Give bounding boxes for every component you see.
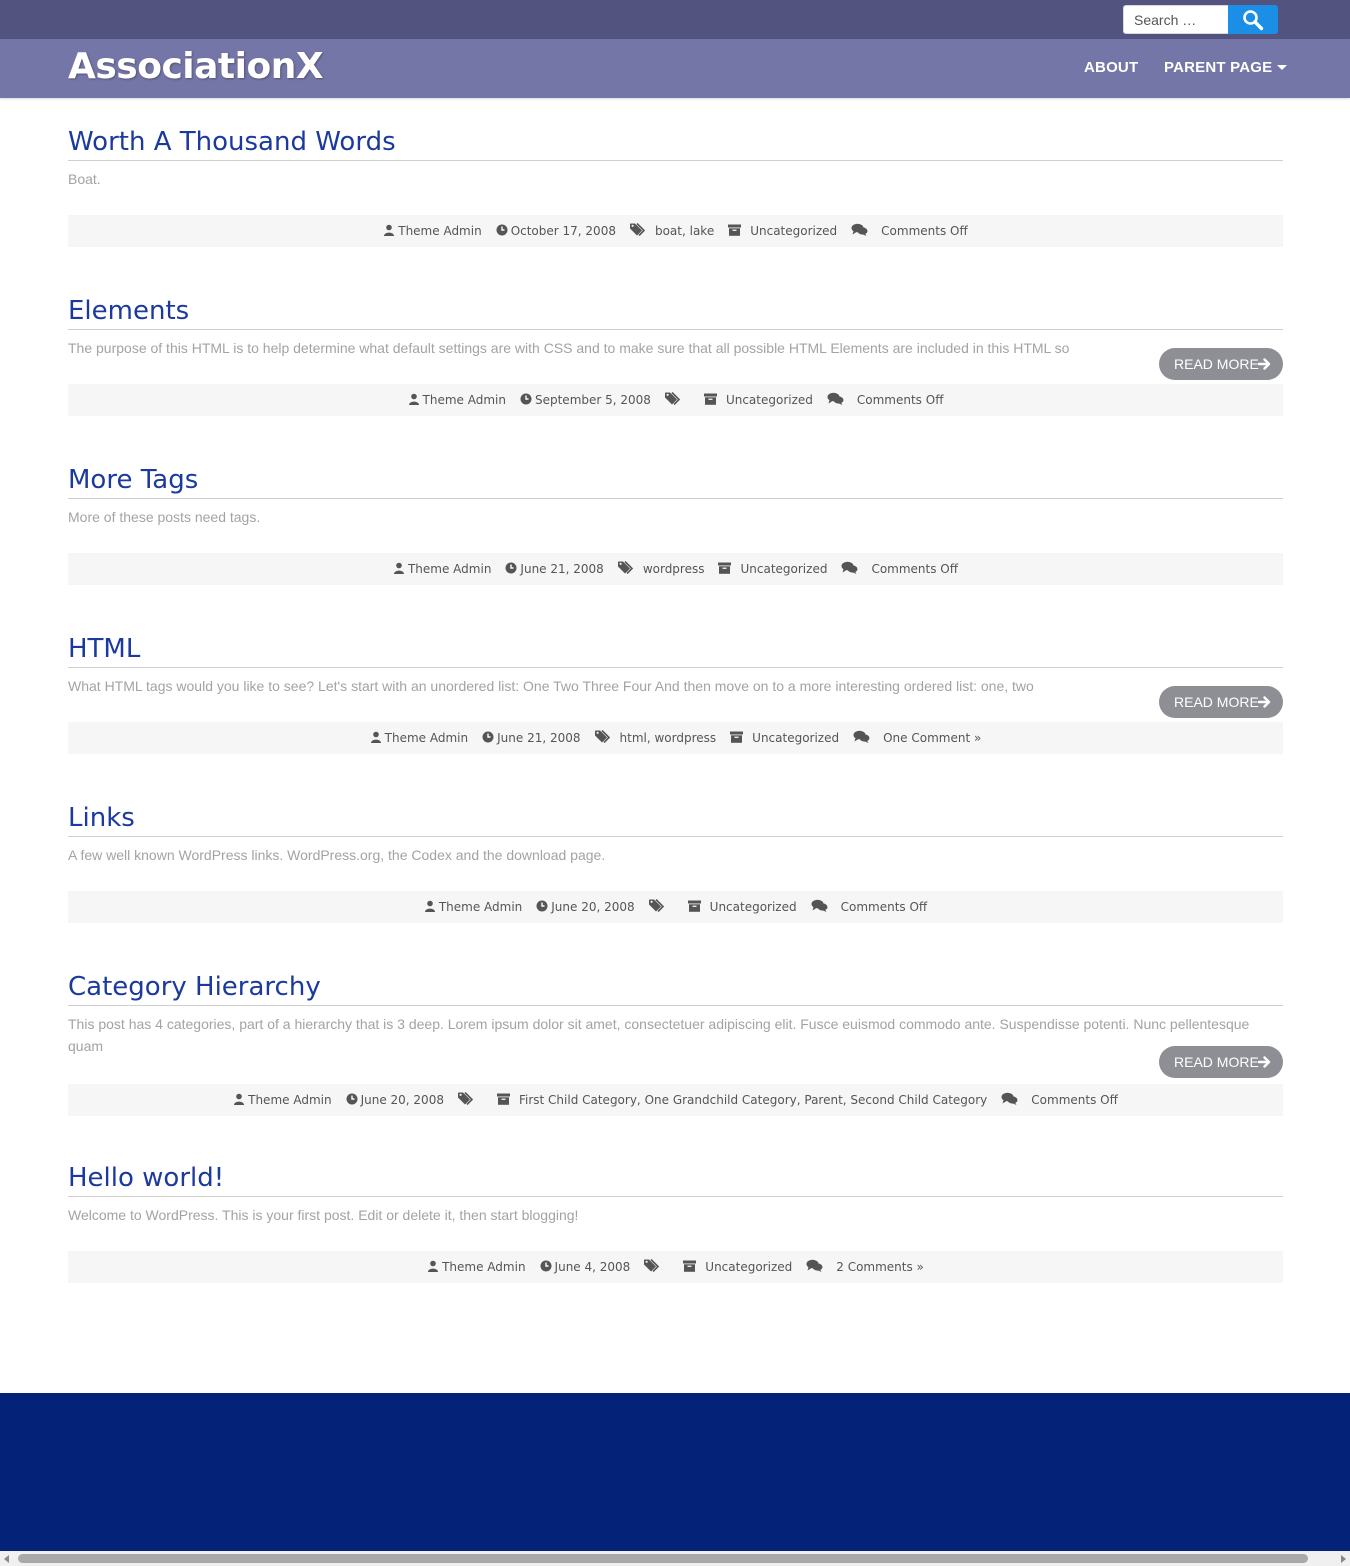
post-author-label: Theme Admin (384, 731, 469, 745)
post-date-label: June 21, 2008 (520, 562, 604, 576)
site-title[interactable]: AssociationX (68, 46, 324, 87)
tags-icon (630, 223, 650, 239)
scroll-left-icon[interactable] (4, 1555, 9, 1563)
post-comments[interactable]: Comments Off (881, 224, 968, 238)
post-entry (68, 1162, 1283, 1274)
post-meta (68, 384, 1283, 416)
post-author[interactable] (408, 393, 506, 408)
post-excerpt: This post has 4 categories, part of a hierarchy that is 3 deep. Lorem ipsum dolor sit amet, consectetuer adipiscing elit. Fusce euismod commodo ante. Suspendisse potenti. Nunc pellentesque quam (68, 1016, 1250, 1054)
clock-icon (536, 900, 551, 915)
post-category[interactable]: First Child Category, One Grandchild Category, Parent, Second Child Category (518, 1093, 988, 1107)
post-author[interactable] (233, 1093, 331, 1108)
comments-icon (851, 223, 871, 239)
read-more-button[interactable] (1159, 348, 1283, 380)
post-meta (68, 1251, 1283, 1283)
post-tags-group (644, 1259, 669, 1275)
post-excerpt: The purpose of this HTML is to help determine what default settings are with CSS and to make sure that all possible HTML Elements are included in this HTML so (68, 340, 1070, 356)
clock-icon (520, 393, 535, 408)
nav-parent-label: PARENT PAGE (1164, 59, 1273, 76)
site-footer (0, 1393, 1350, 1551)
post-excerpt: A few well known WordPress links. WordPress.org, the Codex and the download page. (68, 847, 606, 863)
user-icon (393, 562, 408, 577)
post-date[interactable] (520, 393, 651, 408)
post-author-label: Theme Admin (422, 393, 506, 407)
post-entry (68, 464, 1283, 576)
post-tags[interactable]: wordpress (642, 562, 705, 576)
post-title[interactable]: More Tags (68, 464, 1283, 499)
tags-icon (644, 1259, 664, 1275)
post-comments-group (811, 899, 928, 915)
post-excerpt: What HTML tags would you like to see? Let's start with an unordered list: One Two Three Four And then move on to a more interesting ordered list: one, two (68, 678, 1034, 694)
post-tags-group (649, 899, 674, 915)
tags-icon (649, 899, 669, 915)
post-comments-group (851, 223, 968, 239)
post-tags-group (458, 1092, 483, 1108)
post-author[interactable] (424, 900, 522, 915)
post-category-group (704, 393, 813, 408)
archive-icon (683, 1260, 699, 1275)
post-author[interactable] (393, 562, 491, 577)
read-more-label: READ MORE (1174, 356, 1259, 372)
nav-item-parent-page[interactable] (1164, 59, 1287, 76)
post-author[interactable] (427, 1260, 525, 1275)
comments-icon (827, 392, 847, 408)
post-excerpt: Boat. (68, 171, 101, 187)
post-tags-group (618, 561, 705, 577)
post-meta (68, 215, 1283, 247)
post-category-group (728, 224, 837, 239)
post-author-label: Theme Admin (248, 1093, 332, 1107)
post-category[interactable]: Uncategorized (750, 224, 838, 238)
tags-icon (618, 561, 638, 577)
caret-down-icon (1277, 65, 1287, 70)
post-title[interactable]: HTML (68, 633, 1283, 668)
search-button[interactable] (1228, 5, 1278, 34)
post-author-label: Theme Admin (407, 562, 492, 576)
post-comments-group (841, 561, 958, 577)
post-author[interactable] (383, 224, 481, 239)
post-date[interactable] (505, 562, 603, 577)
nav-item-about[interactable] (1084, 59, 1138, 76)
clock-icon (496, 224, 511, 239)
user-icon (427, 1260, 442, 1275)
post-category[interactable]: Uncategorized (725, 393, 813, 407)
read-more-button[interactable] (1159, 686, 1283, 718)
post-date-label: June 21, 2008 (497, 731, 581, 745)
post-entry (68, 802, 1283, 914)
user-icon (408, 393, 423, 408)
post-date-label: October 17, 2008 (510, 224, 616, 238)
post-meta (68, 722, 1283, 754)
archive-icon (688, 900, 704, 915)
post-entry (68, 126, 1283, 238)
read-more-label: READ MORE (1174, 694, 1259, 710)
post-meta (68, 553, 1283, 585)
tags-icon (458, 1092, 478, 1108)
post-tags-group (595, 730, 717, 746)
post-date[interactable] (346, 1093, 444, 1108)
post-tags-group (665, 392, 690, 408)
user-icon (383, 224, 398, 239)
top-bar (0, 0, 1350, 39)
post-category-group (683, 1260, 792, 1275)
clock-icon (505, 562, 520, 577)
horizontal-scrollbar[interactable] (0, 1551, 1350, 1566)
post-comments-group (853, 730, 981, 746)
post-date[interactable] (482, 731, 580, 746)
main-navbar (0, 39, 1350, 98)
post-date[interactable] (536, 900, 634, 915)
post-date-label: June 4, 2008 (554, 1260, 631, 1274)
post-title[interactable]: Links (68, 802, 1283, 837)
post-title[interactable]: Elements (68, 295, 1283, 330)
post-date-label: June 20, 2008 (360, 1093, 444, 1107)
post-author-label: Theme Admin (438, 900, 523, 914)
post-date[interactable] (496, 224, 616, 239)
post-category[interactable]: Uncategorized (709, 900, 797, 914)
post-author-label: Theme Admin (442, 1260, 526, 1274)
post-date-label: June 20, 2008 (551, 900, 635, 914)
post-category-group (730, 731, 839, 746)
archive-icon (728, 224, 744, 239)
post-excerpt: Welcome to WordPress. This is your first post. Edit or delete it, then start blogging! (68, 1207, 579, 1223)
archive-icon (718, 562, 734, 577)
post-comments[interactable]: Comments Off (856, 393, 944, 407)
post-comments-group (827, 392, 944, 408)
search-icon (1242, 9, 1264, 31)
user-icon (424, 900, 439, 915)
post-excerpt: More of these posts need tags. (68, 509, 261, 525)
comments-icon (811, 899, 831, 915)
post-entry (68, 633, 1283, 745)
clock-icon (346, 1093, 361, 1108)
post-date[interactable] (540, 1260, 631, 1275)
comments-icon (841, 561, 861, 577)
post-entry (68, 971, 1283, 1107)
user-icon (370, 731, 385, 746)
search-input[interactable] (1123, 5, 1228, 34)
post-meta (68, 891, 1283, 923)
post-comments-group (1001, 1092, 1118, 1108)
post-tags[interactable]: html, wordpress (619, 731, 717, 745)
post-category-group (497, 1093, 987, 1108)
scrollbar-thumb[interactable] (18, 1554, 1308, 1563)
post-category[interactable]: Uncategorized (740, 562, 828, 576)
post-title[interactable]: Category Hierarchy (68, 971, 1283, 1006)
clock-icon (482, 731, 497, 746)
clock-icon (540, 1260, 555, 1275)
post-category[interactable]: Uncategorized (752, 731, 840, 745)
post-title[interactable]: Hello world! (68, 1162, 1283, 1197)
post-meta (68, 1084, 1283, 1116)
tags-icon (595, 730, 615, 746)
archive-icon (497, 1093, 513, 1108)
post-comments[interactable]: 2 Comments » (836, 1260, 924, 1274)
post-comments[interactable]: Comments Off (871, 562, 959, 576)
post-date-label: September 5, 2008 (534, 393, 651, 407)
post-title[interactable]: Worth A Thousand Words (68, 126, 1283, 161)
user-icon (233, 1093, 248, 1108)
post-comments[interactable]: Comments Off (1031, 1093, 1118, 1107)
post-entry (68, 295, 1283, 407)
post-author-label: Theme Admin (398, 224, 482, 238)
post-author[interactable] (370, 731, 468, 746)
scroll-right-icon[interactable] (1341, 1555, 1346, 1563)
post-tags-group (630, 223, 714, 239)
comments-icon (853, 730, 873, 746)
post-comments-group (806, 1259, 924, 1275)
post-comments[interactable]: Comments Off (840, 900, 928, 914)
read-more-button[interactable] (1159, 1046, 1283, 1078)
post-category-group (718, 562, 827, 577)
archive-icon (704, 393, 720, 408)
post-tags[interactable]: boat, lake (654, 224, 715, 238)
comments-icon (806, 1259, 826, 1275)
read-more-label: READ MORE (1174, 1054, 1259, 1070)
post-comments[interactable]: One Comment » (883, 731, 982, 745)
post-category[interactable]: Uncategorized (705, 1260, 793, 1274)
archive-icon (730, 731, 746, 746)
nav-about-label: ABOUT (1084, 59, 1139, 76)
comments-icon (1001, 1092, 1021, 1108)
post-category-group (688, 900, 797, 915)
tags-icon (665, 392, 685, 408)
